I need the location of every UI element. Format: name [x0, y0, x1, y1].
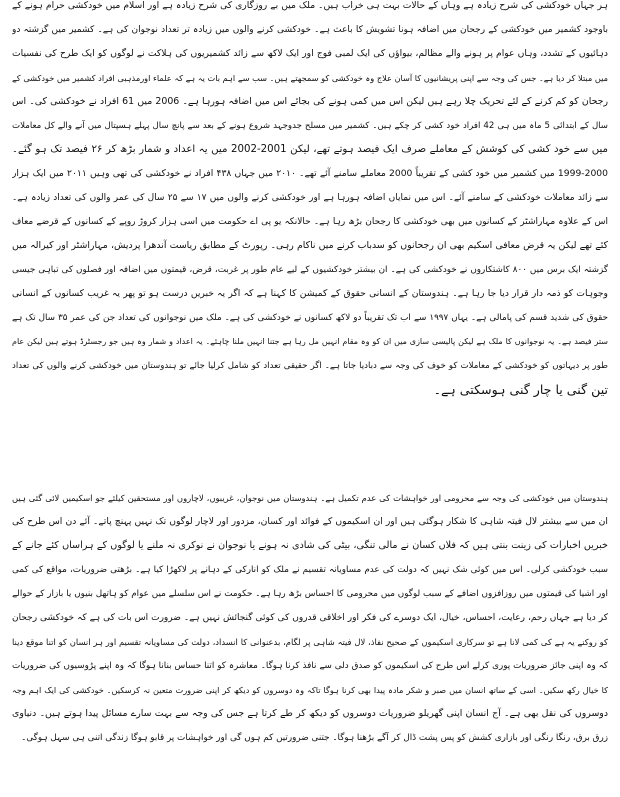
- article-paragraph-2: [12, 486, 608, 750]
- paragraph-2-line: کا خیال رکھ سکیں۔ اسی کے ساتھ انسان میں صبر و شکر مادہ پیدا بھی کرنا ہوگا تاکہ وہ دوسروں کو دیکھ کر اپنی ضرورت متعین نہ کرسکیں۔ خودکشی کی ایک اہم وجہ: [12, 685, 608, 695]
- paragraph-1-line: ہر جہاں خودکشی کی شرح زیادہ ہے وہاں کے حالات بہت ہی خراب ہیں۔ ملک میں بے روزگاری کی شرح زیادہ ہے اور اسلام میں خودکشی حرام ہونے کے: [12, 0, 608, 11]
- paragraph-2-line: کہ وہ اپنی جائز ضروریات پوری کرلے اس طرح کی اسکیموں کو صدق دلی سے نافذ کرنا ہوگا۔ معاشرہ کو اتنا حساس بنانا ہوگا کہ وہ اپنے پڑوسیوں کی ضروریات: [12, 661, 608, 671]
- paragraph-1-line: باوجود کشمیر میں خودکشی کے رجحان میں اضافہ ہونا تشویش کا باعث ہے۔ خودکشی کرنے والوں میں زیادہ تر تعداد نوجوان کی ہے۔ کشمیر میں گزشتہ دو: [12, 25, 608, 35]
- paragraph-1-line: حقوق کی شدید قسم کی پامالی ہے۔ یہاں ۱۹۹۷ سے اب تک تقریباً دو لاکھ کسانوں نے خودکشی کی ہے۔ ملک میں نوجوانوں کی تعداد جن کی عمر ۳۵ سال تک ہے: [12, 313, 608, 323]
- paragraph-2-line: کو روکنے یہ ہے کی کمی لانا ہے تو سرکاری اسکیموں کے صحیح نفاذ، لال فیتہ شاہی پر لگام، بدعنوانی کا انسداد، دولت کی مساویانہ تقسیم اور ہر انسان کو اتنا موقع دینا: [12, 637, 608, 647]
- paragraph-1-line: میں سے خود کشی کی کوشش کے معاملے صرف ایک فیصد ہوتے تھے، لیکن 2001-2002 میں یہ اعداد و شمار بڑھ کر ۲۶ فیصد تک ہو گئے۔: [12, 144, 608, 155]
- paragraph-1-line: ستر فیصد ہے۔ یہ نوجوانوں کا ملک ہے لیکن پالیسی سازی میں ان کو وہ مقام انہیں مل رہا ہے جتنا انہیں ملنا چاہئے۔ یہ اعداد و شمار وہ ہیں جو رجسٹرڈ ہوتے ہیں لیکن عام: [12, 337, 608, 346]
- paragraph-1-line: دہائیوں کے تشدد، وہاں عوام پر ہونے والے مظالم، بیواؤں کی ایک لمبی فوج اور ایک لاکھ سے زائد کشمیریوں کی ہلاکت نے لوگوں کو ایک طرح کی نفسیات: [12, 48, 608, 59]
- paragraph-1-line: وجوہات کو ذمہ دار قرار دیا جا رہا ہے۔ ہندوستان کے انسانی حقوق کے کمیشن کا کہنا ہے کہ اگر یہ خبریں درست ہو تو پھر یہ غریب کسانوں کے انسانی: [12, 288, 608, 299]
- paragraph-1-line: کئے تھے لیکن یہ قرض معافی اسکیم بھی ان رجحانوں کو سدباب کرنے میں ناکام رہی۔ رپورٹ کے مطابق ریاست آندھرا پردیش، مہاراشٹر اور کیرالہ میں: [12, 240, 608, 251]
- paragraph-2-line: زرق برق، رنگا رنگی اور بازاری کشش کو پس پشت ڈال کر آگے بڑھنا ہوگا۔ جتنی ضرورتیں کم ہوں گی اور خواہشات پر قابو ہوگا زندگی اتنی ہی سہل ہوگی۔: [21, 733, 608, 743]
- paragraph-2-line: سبب خودکشی کرلی۔ اس میں کوئی شک نہیں کہ دولت کی عدم مساویانہ تقسیم نے ملک کو انارکی کے دہانے پر لاکھڑا کیا ہے۔ بڑھتی ضروریات، مواقع کی کمی: [12, 565, 608, 575]
- paragraph-1-line: طور پر دیہاتوں کو خودکشی کے معاملات کو خوف کی وجہ سے دبادیا جاتا ہے۔ اگر حقیقی تعداد کو شامل کرلیا جائے تو ہندوستان میں خودکشی کرنے والوں کی تعداد: [12, 361, 608, 371]
- paragraph-1-line: اس کے علاوہ مہاراشٹر کے کسانوں میں بھی خودکشی کا رجحان بڑھ رہا ہے۔ حالانکہ یو پی اے حکومت میں اسی ہزار کروڑ روپے کے کسانوں کے قرضے معاف: [12, 217, 608, 227]
- paragraph-1-line: تین گنی یا چار گنی ہوسکتی ہے۔: [433, 382, 608, 397]
- paragraph-1-line: رجحان کو کم کرنے کے لئے تحریک چلا رہے ہیں لیکن اس میں کمی ہونے کی بجائے اس میں اضافہ ہورہا ہے۔ 2006 میں 61 افراد نے خودکشی کی۔ اس: [12, 96, 608, 107]
- paragraph-2-line: خبریں اخبارات کی زینت بنتی ہیں کہ فلاں کسان نے مالی تنگی، بیٹی کی شادی نہ ہونے یا نوجوان نے نوکری نہ ملنے یا لوگوں کے ہراساں کئے جانے کے: [12, 540, 608, 551]
- paragraph-1-line: 1999-2000 میں کشمیر میں خود کشی کے تقریباً 2000 معاملے سامنے آئے تھے۔ ۲۰۱۰ میں جہاں ۴۳۸ افراد نے خودکشی کی تھی وہیں ۲۰۱۱ میں ایک ہزار: [12, 168, 608, 179]
- paragraph-1-line: گزشتہ ایک برس میں ۸۰۰ کاشتکاروں نے خودکشی کی ہے۔ ان بیشتر خودکشیوں کے لیے عام طور پر غربت، قرض، قیمتوں میں اضافہ اور فصلوں کی تباہی جیسی: [12, 265, 608, 275]
- paragraph-1-line: سے زائد معاملات خودکشی کے سامنے آئے۔ اس میں نمایاں اضافہ ہورہا ہے اور خودکشی کرنے والوں میں ۱۷ سے ۲۵ سال کی عمر والوں کی تعداد زیادہ ہے۔: [12, 193, 608, 203]
- paragraph-1-line: سال کے ابتدائی 5 ماہ میں ہی 42 افراد خود کشی کر چکے ہیں۔ کشمیر میں مسلح جدوجہد شروع ہونے کے بعد سے پانچ سال پہلے ہسپتال میں آنے والے کل معاملات: [12, 121, 608, 131]
- paragraph-2-line: کر دیا ہے جہاں رحم، رعایت، احساس، خیال، ایک دوسرے کی فکر اور اخلاقی قدروں کی کوئی گنجائش نہیں ہے۔ ضرورت اس بات کی ہے کہ خودکشی رجحان: [12, 613, 608, 623]
- article-paragraph-1: [12, 0, 608, 402]
- paragraph-2-line: اور اشیا کی قیمتوں میں روزافزوں اضافے کے سبب لوگوں میں محرومی کا احساس بڑھ رہا ہے۔ حکومت نے اس سلسلے میں عوام کو ہاتھل بنیوں یا بازار کے حوالے: [12, 589, 608, 599]
- paragraph-2-line: ان میں سے بیشتر لال فیتہ شاہی کا شکار ہوگئی ہیں اور ان اسکیموں کے فوائد اور کسان، مزدور اور لاچار لوگوں تک نہیں پہنچ پاتے۔ آئے دن اس طرح کی: [12, 516, 608, 527]
- paragraph-2-line: دوسروں کی نقل بھی ہے۔ آج انسان اپنی گھریلو ضروریات دوسروں کو دیکھ کر طے کرتا ہے جس کی وجہ سے بہت سارے مسائل پیدا ہوتے ہیں۔ دنیاوی: [12, 708, 608, 719]
- paragraph-1-line: میں مبتلا کر دیا ہے۔ جس کی وجہ سے اپنی پریشانیوں کا آسان علاج وہ خودکشی کو سمجھتے ہیں۔ سب سے اہم بات یہ ہے کہ علماء اورمذہبی افراد کشمیر میں خودکشی کے: [12, 73, 608, 83]
- paragraph-2-line: ہندوستان میں خودکشی کی وجہ سے محرومی اور خواہشات کی عدم تکمیل ہے۔ ہندوستان میں نوجوان، غریبوں، لاچاروں اور مستحقین کیلئے جو اسکیمیں لائی گئی ہیں: [12, 493, 608, 503]
